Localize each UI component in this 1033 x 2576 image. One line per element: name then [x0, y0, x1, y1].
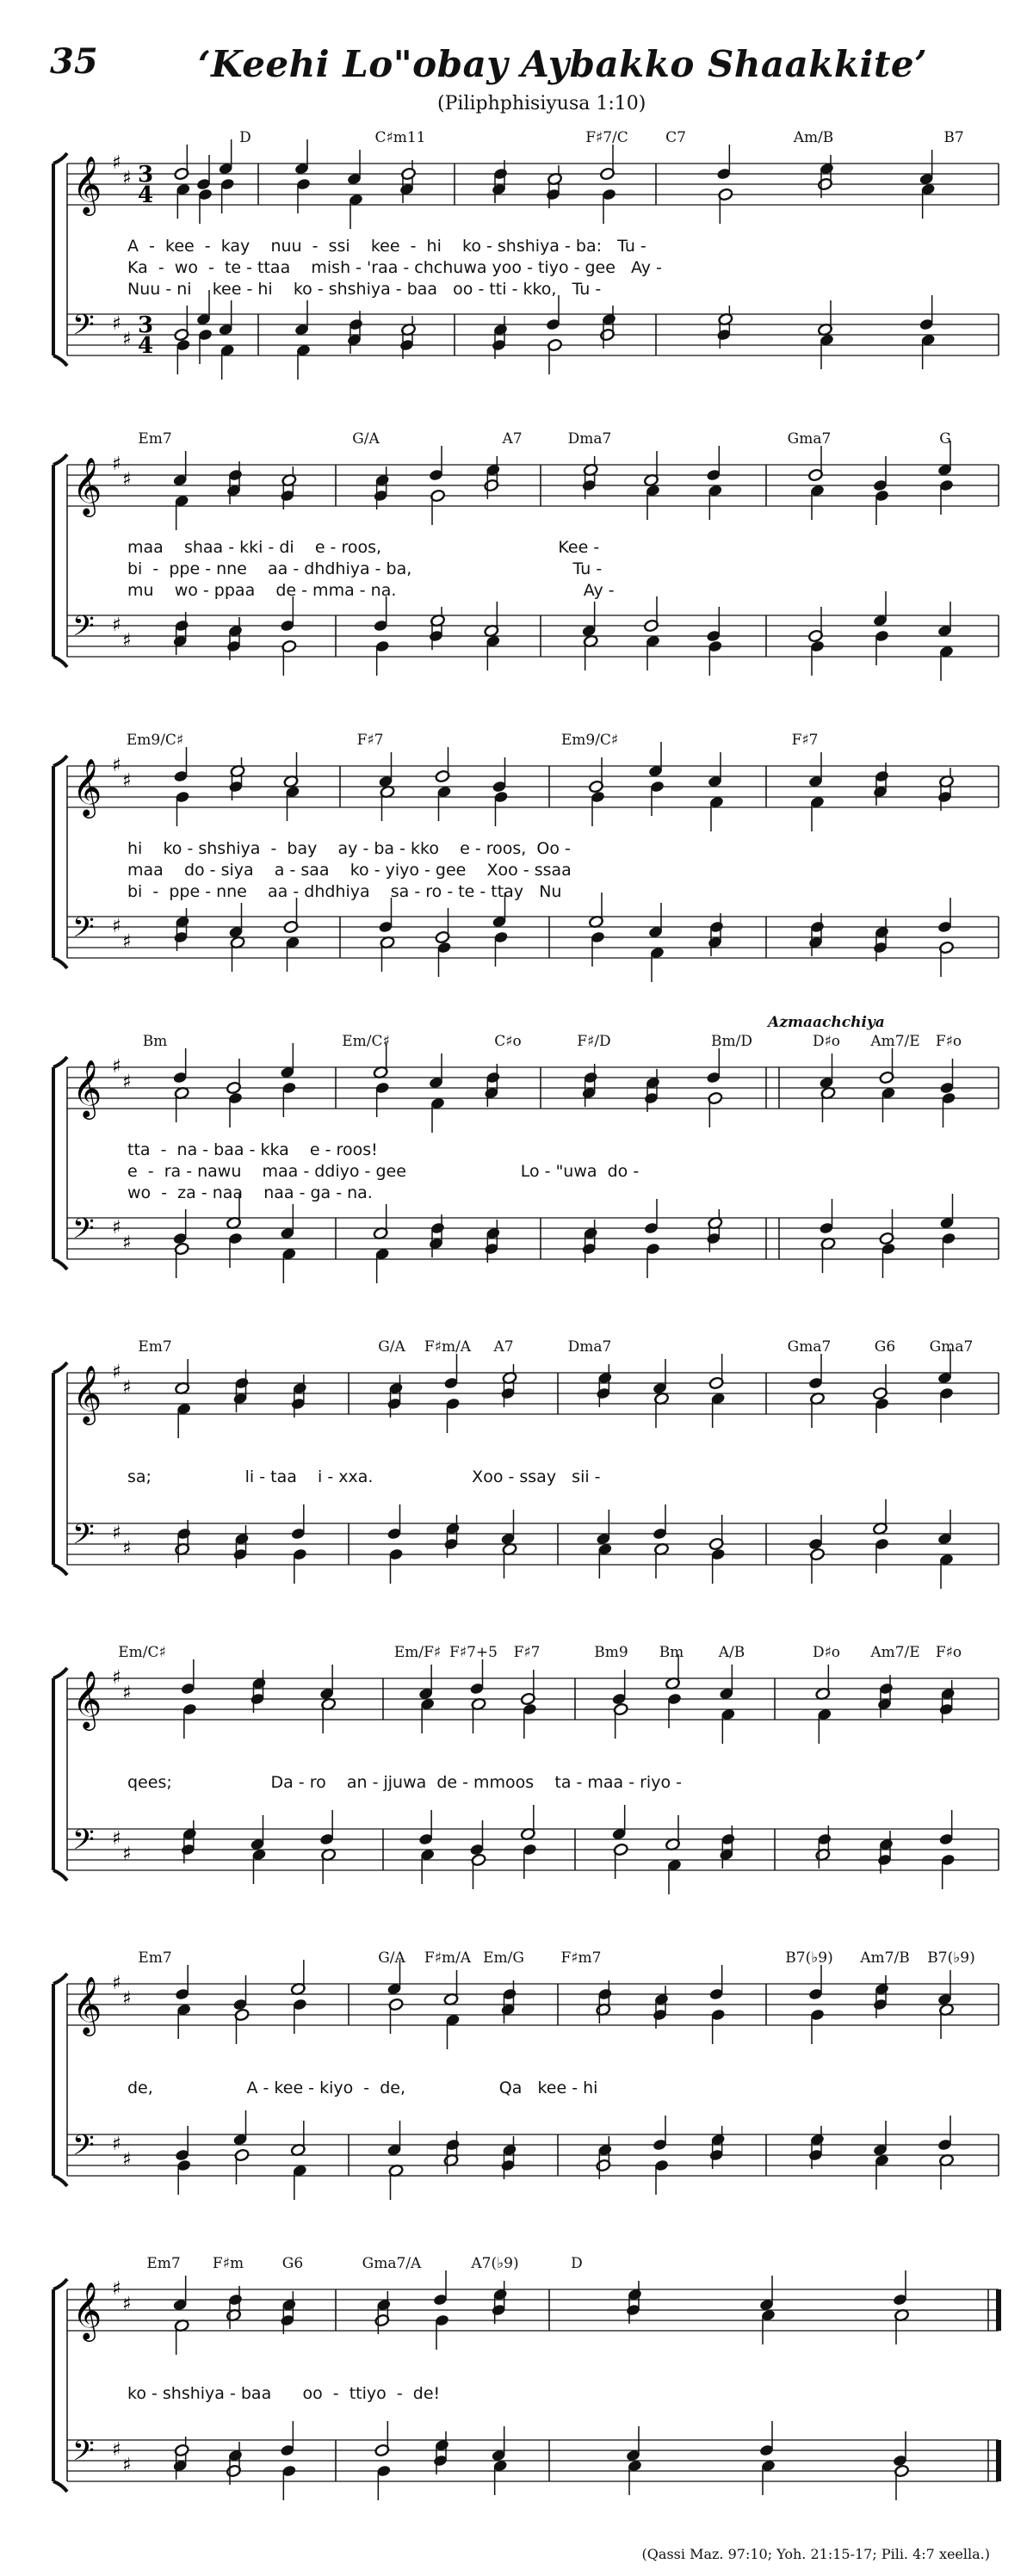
lyric-line: maa do - siya a - saa ko - yiyo - gee Xoo - ssaa — [127, 861, 572, 880]
key-signature-sharp-icon: ♯ — [112, 1667, 121, 1689]
chord-symbol: G/A — [378, 1338, 405, 1356]
chord-symbol: F♯o — [935, 1033, 962, 1050]
key-signature-sharp-icon: ♯ — [112, 2439, 121, 2461]
system-bracket — [53, 1668, 67, 1881]
score-system — [0, 430, 1033, 723]
system-bracket — [53, 1057, 67, 1269]
key-signature-sharp-icon: ♯ — [122, 1232, 132, 1254]
treble-clef-icon: 𝄞 — [72, 1670, 102, 1728]
key-signature-sharp-icon: ♯ — [112, 152, 121, 174]
system-bracket — [53, 1974, 67, 2186]
chord-symbol: F♯7+5 — [449, 1644, 498, 1661]
bass-staff — [67, 591, 999, 681]
treble-staff — [67, 441, 999, 530]
bass-clef-icon: 𝄢 — [72, 309, 95, 349]
system-bracket — [53, 2279, 67, 2492]
chord-symbol: F♯m — [212, 2255, 244, 2272]
system-bracket — [53, 1362, 67, 1575]
key-signature-sharp-icon: ♯ — [112, 1828, 121, 1850]
key-signature-sharp-icon: ♯ — [122, 770, 132, 792]
chord-symbol: Em7 — [138, 430, 172, 448]
hymn-number: 35 — [50, 41, 98, 82]
bass-clef-icon: 𝄢 — [72, 1824, 95, 1863]
key-signature-sharp-icon: ♯ — [122, 1988, 132, 2010]
treble-staff — [67, 1654, 999, 1744]
key-signature-sharp-icon: ♯ — [122, 1538, 132, 1560]
key-signature-sharp-icon: ♯ — [122, 2149, 132, 2171]
hymn-title: ‘Keehi Lo"obay Aybakko Shaakkite’ — [198, 43, 928, 85]
treble-staff — [67, 2270, 999, 2355]
treble-staff — [67, 742, 999, 831]
treble-clef-icon: 𝄞 — [72, 456, 102, 515]
chord-symbol: Gma7 — [787, 430, 832, 448]
chord-symbol: F♯o — [935, 1644, 962, 1661]
chord-symbol: Bm — [659, 1644, 684, 1661]
lyric-line: ko - shshiya - baa oo - ttiyo - de! — [127, 2384, 441, 2403]
chord-symbol: D♯o — [812, 1644, 841, 1661]
treble-clef-icon: 𝄞 — [72, 757, 102, 816]
score-system — [0, 732, 1033, 1024]
key-signature-sharp-icon: ♯ — [122, 469, 132, 491]
bass-clef-icon: 𝄢 — [72, 610, 95, 650]
key-signature-sharp-icon: ♯ — [122, 168, 132, 189]
lyric-line: wo - za - naa naa - ga - na. — [127, 1183, 373, 1202]
chord-symbol: F♯7 — [791, 732, 819, 749]
treble-staff — [67, 1960, 999, 2049]
chord-symbol: Dma7 — [567, 430, 612, 448]
page-header — [0, 0, 1033, 120]
chord-symbol: Am7/E — [870, 1644, 920, 1661]
chord-symbol: Bm9 — [594, 1644, 628, 1661]
key-signature-sharp-icon: ♯ — [122, 1844, 132, 1865]
lyric-line: Nuu - ni kee - hi ko - shshiya - baa oo - tti - kko, Tu - — [127, 280, 602, 299]
treble-staff — [67, 1043, 999, 1133]
chord-symbol: F♯m/A — [424, 1338, 472, 1356]
chord-symbol: Gma7 — [929, 1338, 974, 1356]
chord-symbol: Am7/E — [870, 1033, 920, 1050]
chord-symbol: Em7 — [146, 2255, 181, 2272]
chord-symbol: C♯m11 — [374, 129, 426, 146]
chord-symbol: Em7 — [138, 1949, 172, 1967]
chord-symbol: Bm — [142, 1033, 168, 1050]
key-signature-sharp-icon: ♯ — [122, 2455, 132, 2476]
chord-symbol: Bm/D — [711, 1033, 752, 1050]
chord-symbol: C♯o — [494, 1033, 522, 1050]
bass-clef-icon: 𝄢 — [72, 911, 95, 951]
bass-staff — [67, 1805, 999, 1894]
chord-symbol: D — [239, 129, 251, 146]
key-signature-sharp-icon: ♯ — [122, 1072, 132, 1093]
lyric-line: bi - ppe - nne aa - dhdhiya - ba, Tu - — [127, 559, 603, 578]
chord-symbol: Am/B — [793, 129, 834, 146]
time-signature-top: 3 — [138, 312, 154, 338]
chord-symbol: A7(♭9) — [471, 2255, 519, 2272]
key-signature-sharp-icon: ♯ — [122, 2294, 132, 2315]
lyric-line: maa shaa - kki - di e - roos, Kee - — [127, 538, 600, 557]
system-bracket — [53, 756, 67, 968]
lyric-line: sa; li - taa i - xxa. Xoo - ssay sii - — [127, 1467, 601, 1486]
chord-symbol: G6 — [874, 1338, 896, 1356]
key-signature-sharp-icon: ♯ — [112, 454, 121, 475]
bass-clef-icon: 𝄢 — [72, 2129, 95, 2169]
lyric-line: hi ko - shshiya - bay ay - ba - kko e - roos, Oo - — [127, 839, 571, 858]
chord-symbol: G/A — [378, 1949, 405, 1967]
score-system — [0, 2255, 1033, 2548]
treble-staff — [67, 1349, 999, 1438]
footer-references: (Qassi Maz. 97:10; Yoh. 21:15-17; Pili. 4:7 xeella.) — [641, 2546, 990, 2562]
key-signature-sharp-icon: ♯ — [112, 755, 121, 776]
bass-staff — [67, 2421, 999, 2500]
bass-clef-icon: 𝄢 — [72, 2435, 95, 2474]
chord-symbol: F♯7/C — [585, 129, 628, 146]
chord-symbol: Em/C♯ — [118, 1644, 166, 1661]
score-system — [0, 1949, 1033, 2242]
chord-symbol: F♯7 — [356, 732, 384, 749]
chord-symbol: Em/C♯ — [342, 1033, 390, 1050]
key-signature-sharp-icon: ♯ — [112, 313, 121, 335]
chord-symbol: A/B — [718, 1644, 745, 1661]
key-signature-sharp-icon: ♯ — [112, 2278, 121, 2300]
lyric-line: qees; Da - ro an - jjuwa de - mmoos ta - maa - riyo - — [127, 1773, 682, 1792]
chord-symbol: A7 — [493, 1338, 514, 1356]
treble-clef-icon: 𝄞 — [72, 1975, 102, 2034]
chord-symbol: D♯o — [812, 1033, 841, 1050]
score-system — [0, 1644, 1033, 1937]
chord-symbol: G — [939, 430, 951, 448]
key-signature-sharp-icon: ♯ — [112, 2134, 121, 2155]
key-signature-sharp-icon: ♯ — [112, 916, 121, 937]
key-signature-sharp-icon: ♯ — [122, 630, 132, 652]
treble-clef-icon: 𝄞 — [72, 2281, 102, 2339]
tempo-marking: Azmaachchiya — [768, 1014, 885, 1031]
treble-staff — [67, 139, 999, 229]
key-signature-sharp-icon: ♯ — [112, 1523, 121, 1544]
bass-clef-icon: 𝄢 — [72, 1518, 95, 1558]
treble-clef-icon: 𝄞 — [72, 1364, 102, 1423]
lyric-line: bi - ppe - nne aa - dhdhiya sa - ro - te - ttay Nu — [127, 882, 562, 901]
lyric-line: e - ra - nawu maa - ddiyo - gee Lo - "uwa do - — [127, 1162, 640, 1181]
chord-symbol: F♯m/A — [424, 1949, 472, 1967]
chord-symbol: Gma7 — [787, 1338, 832, 1356]
chord-symbol: Am7/B — [860, 1949, 910, 1967]
bass-staff — [67, 290, 999, 380]
bass-staff — [67, 1499, 999, 1589]
bass-staff — [67, 893, 999, 982]
chord-symbol: Gma7/A — [362, 2255, 422, 2272]
chord-symbol: Dma7 — [567, 1338, 612, 1356]
treble-clef-icon: 𝄞 — [72, 1059, 102, 1117]
key-signature-sharp-icon: ♯ — [112, 1217, 121, 1239]
key-signature-sharp-icon: ♯ — [112, 1056, 121, 1078]
lyric-line: Ka - wo - te - ttaa mish - 'raa - chchuwa yoo - tiyo - gee Ay - — [127, 258, 662, 277]
chord-symbol: Em9/C♯ — [560, 732, 619, 749]
chord-symbol: F♯m7 — [560, 1949, 602, 1967]
score-system — [0, 1338, 1033, 1631]
chord-symbol: Em/F♯ — [393, 1644, 442, 1661]
chord-symbol: C7 — [665, 129, 686, 146]
treble-clef-icon: 𝄞 — [72, 155, 102, 213]
system-bracket — [53, 153, 67, 366]
time-signature-bottom: 4 — [138, 333, 154, 359]
score-system — [0, 129, 1033, 422]
chord-symbol: F♯/D — [577, 1033, 611, 1050]
lyric-line: A - kee - kay nuu - ssi kee - hi ko - shshiya - ba: Tu - — [127, 237, 646, 256]
chord-symbol: D — [571, 2255, 583, 2272]
key-signature-sharp-icon: ♯ — [122, 329, 132, 350]
chord-symbol: B7(♭9) — [927, 1949, 975, 1967]
chord-symbol: A7 — [502, 430, 523, 448]
lyric-line: mu wo - ppaa de - mma - na. Ay - — [127, 581, 615, 600]
time-signature-bottom: 4 — [138, 182, 154, 208]
key-signature-sharp-icon: ♯ — [112, 1973, 121, 1994]
chord-symbol: G6 — [281, 2255, 304, 2272]
chord-symbol: Em7 — [138, 1338, 172, 1356]
score-system — [0, 1014, 1033, 1325]
key-signature-sharp-icon: ♯ — [122, 931, 132, 953]
chord-symbol: G/A — [352, 430, 380, 448]
chord-symbol: B7 — [943, 129, 964, 146]
chord-symbol: B7(♭9) — [785, 1949, 833, 1967]
time-signature-top: 3 — [138, 162, 154, 188]
chord-symbol: Em/G — [483, 1949, 524, 1967]
bass-clef-icon: 𝄢 — [72, 1213, 95, 1252]
chord-symbol: F♯7 — [513, 1644, 541, 1661]
key-signature-sharp-icon: ♯ — [122, 1683, 132, 1704]
bass-staff — [67, 2110, 999, 2200]
chord-symbol: Em9/C♯ — [126, 732, 184, 749]
key-signature-sharp-icon: ♯ — [112, 1362, 121, 1383]
system-bracket — [53, 454, 67, 667]
scripture-reference: (Piliphphisiyusa 1:10) — [437, 93, 646, 114]
key-signature-sharp-icon: ♯ — [112, 615, 121, 636]
key-signature-sharp-icon: ♯ — [122, 1377, 132, 1399]
lyric-line: tta - na - baa - kka e - roos! — [127, 1140, 378, 1159]
lyric-line: de, A - kee - kiyo - de, Qa kee - hi — [127, 2079, 598, 2097]
bass-staff — [67, 1194, 999, 1283]
